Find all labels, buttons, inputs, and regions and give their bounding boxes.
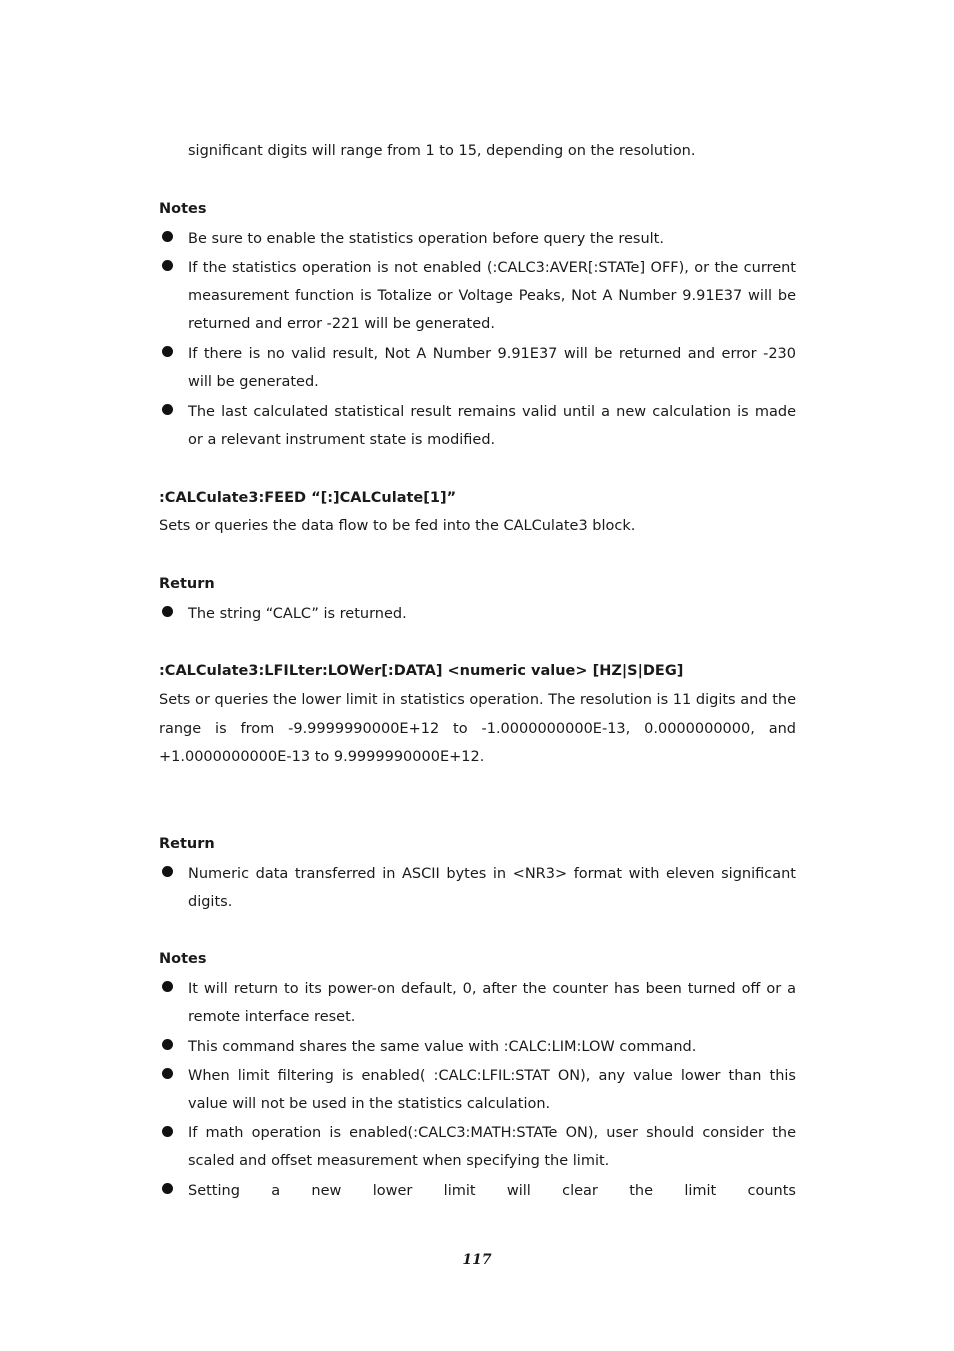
list-item: It will return to its power-on default, 0, after the counter has been turned off or a remote interface reset. (188, 981, 796, 1025)
bullet-icon (162, 231, 173, 242)
list-item: This command shares the same value with :CALC:LIM:LOW command. (188, 1039, 697, 1055)
bullet-icon (162, 606, 173, 617)
return-heading: Return (159, 836, 215, 852)
notes-heading: Notes (159, 951, 207, 967)
bullet-icon (162, 404, 173, 415)
bullet-icon (162, 1126, 173, 1137)
command-title: :CALCulate3:FEED “[:]CALCulate[1]” (159, 490, 457, 506)
bullet-icon (162, 346, 173, 357)
list-item: When limit filtering is enabled( :CALC:LFIL:STAT ON), any value lower than this value will not be used in the statistics calculation. (188, 1068, 796, 1112)
list-item: If there is no valid result, Not A Number 9.91E37 will be returned and error -230 will be generated. (188, 346, 796, 390)
bullet-icon (162, 981, 173, 992)
bullet-icon (162, 1183, 173, 1194)
list-item: If the statistics operation is not enabled (:CALC3:AVER[:STATe] OFF), or the current measurement function is Totalize or Voltage Peaks, Not A Number 9.91E37 will be returned and error -221 will be generated. (188, 260, 796, 332)
return-heading: Return (159, 576, 215, 592)
list-item: The string “CALC” is returned. (188, 606, 407, 622)
list-item: Numeric data transferred in ASCII bytes in <NR3> format with eleven significant digits. (188, 866, 796, 910)
list-item: The last calculated statistical result remains valid until a new calculation is made or a relevant instrument state is modified. (188, 404, 796, 448)
page-number: 117 (462, 1252, 492, 1268)
list-item: Setting a new lower limit will clear the limit counts (188, 1183, 796, 1199)
list-item: Be sure to enable the statistics operation before query the result. (188, 231, 664, 247)
notes-heading: Notes (159, 201, 207, 217)
command-description: Sets or queries the data flow to be fed into the CALCulate3 block. (159, 518, 636, 534)
command-description: Sets or queries the lower limit in statistics operation. The resolution is 11 digits and the range is from -9.9999990000E+12 to -1.0000000000E-13, 0.0000000000, and +1.0000000000E-13 to 9.9999990000E+12. (159, 692, 796, 765)
bullet-icon (162, 866, 173, 877)
list-item: If math operation is enabled(:CALC3:MATH:STATe ON), user should consider the scaled and offset measurement when specifying the limit. (188, 1125, 796, 1169)
bullet-icon (162, 1068, 173, 1079)
command-title: :CALCulate3:LFILter:LOWer[:DATA] <numeric value> [HZ|S|DEG] (159, 663, 684, 679)
bullet-icon (162, 260, 173, 271)
bullet-icon (162, 1039, 173, 1050)
intro-text: significant digits will range from 1 to 15, depending on the resolution. (188, 143, 696, 159)
